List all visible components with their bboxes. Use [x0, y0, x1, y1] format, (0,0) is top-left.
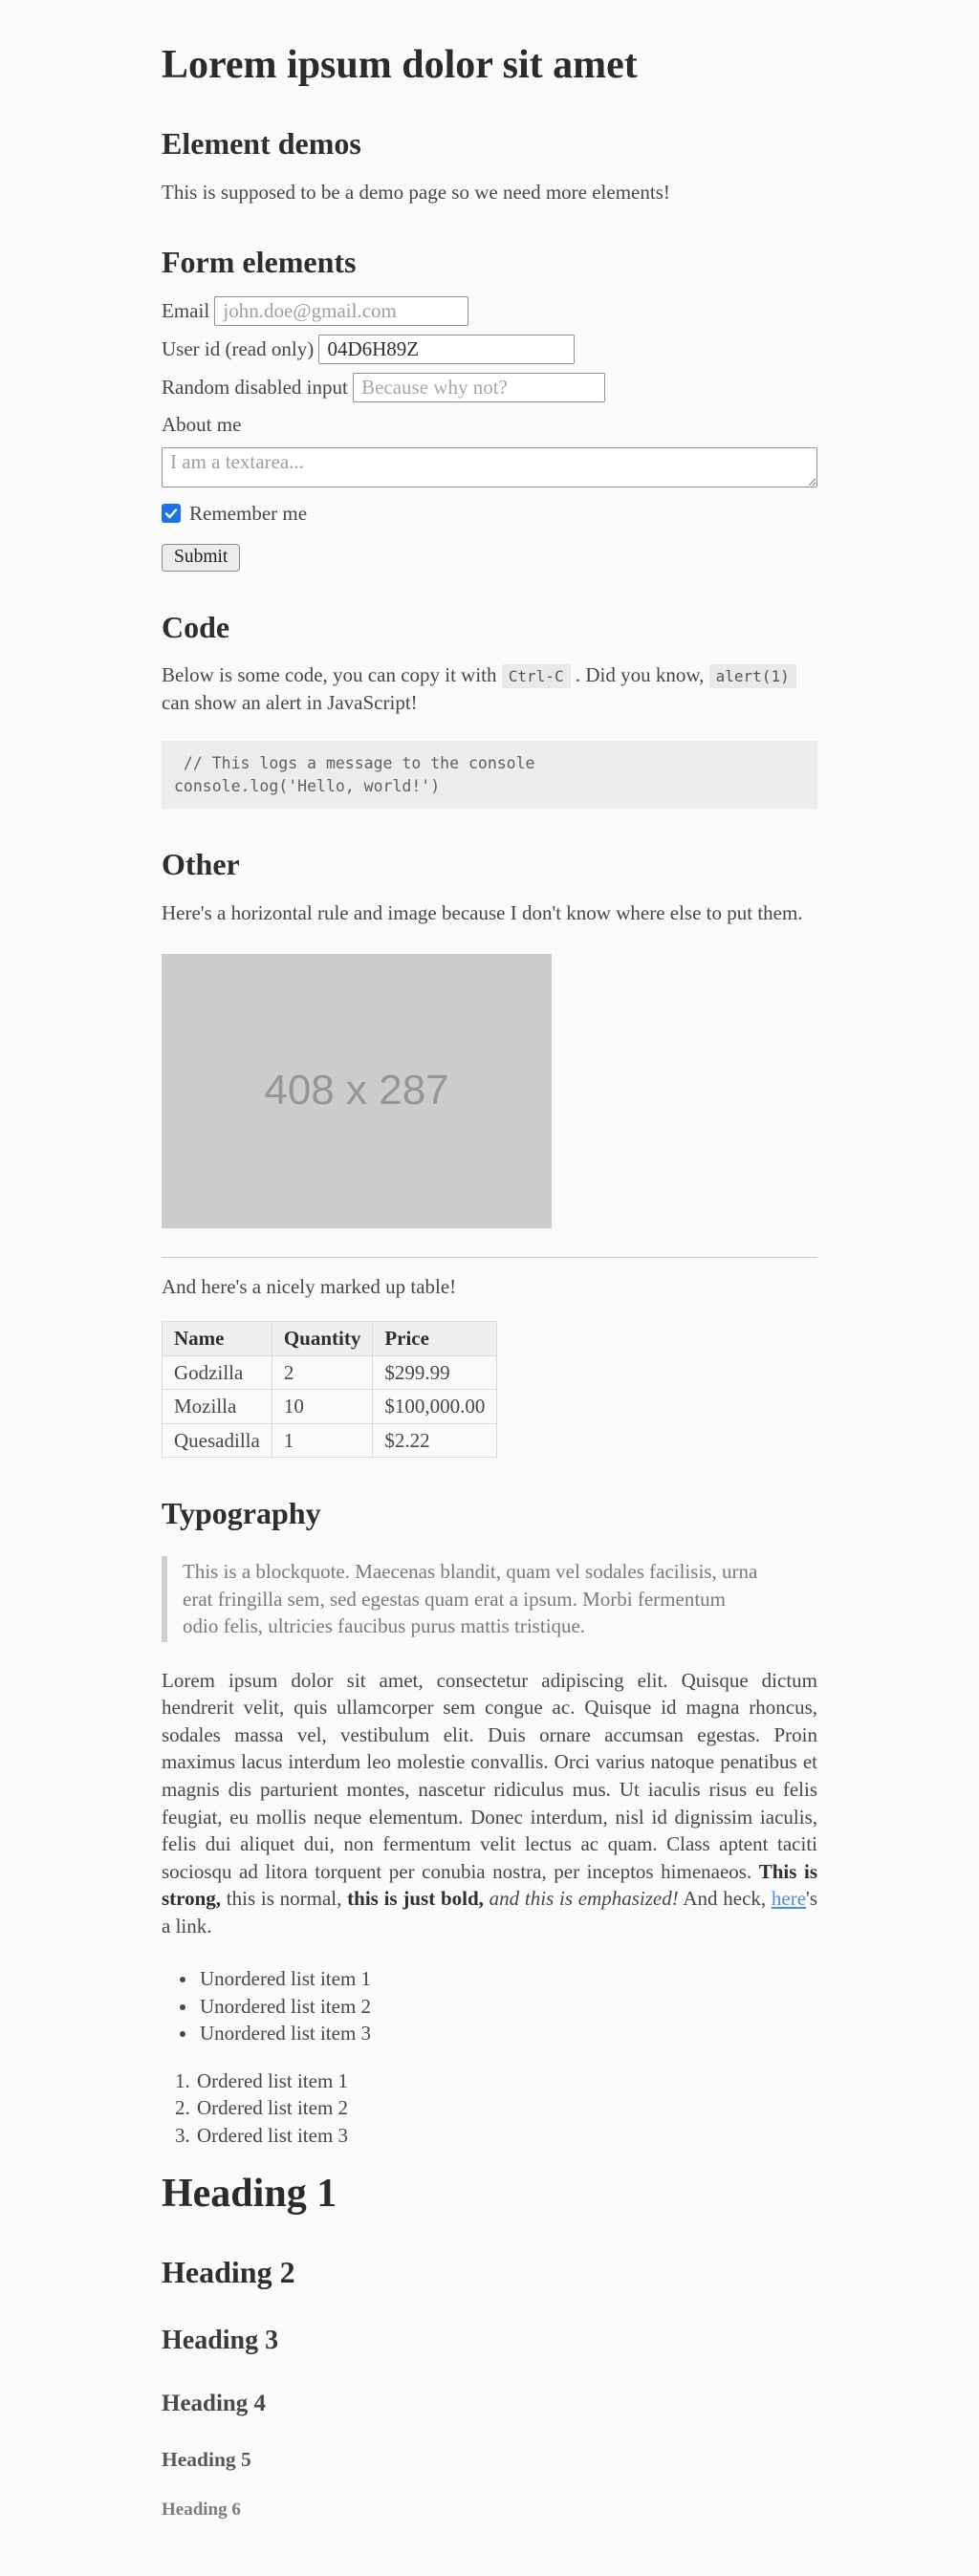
section-heading-typography: Typography [162, 1496, 321, 1531]
other-intro-text: Here's a horizontal rule and image because I don't know where else to put them. [162, 901, 803, 925]
table-header-quantity: Quantity [272, 1322, 373, 1356]
cell-quantity: 2 [272, 1355, 373, 1390]
placeholder-image-label: 408 x 287 [264, 1067, 449, 1115]
remember-row [162, 500, 817, 528]
table-head [163, 1322, 497, 1356]
list-item: 2. Ordered list item 2 [195, 2095, 817, 2120]
submit-button[interactable]: Submit [162, 544, 240, 572]
about-textarea[interactable] [162, 447, 817, 487]
disabled-input-label: Random disabled input [162, 376, 348, 400]
table-header-row [163, 1322, 497, 1356]
email-field[interactable] [214, 296, 468, 326]
disabled-field [353, 373, 605, 402]
horizontal-rule [162, 1257, 817, 1258]
section-heading-other: Other [162, 847, 240, 882]
email-label: Email [162, 299, 210, 323]
disabled-input-row [162, 373, 817, 402]
table-row [163, 1355, 497, 1390]
intro-text: This is supposed to be a demo page so we need more elements! [162, 181, 670, 205]
table-body [163, 1355, 497, 1458]
code-para-before: Below is some code, you can copy it with [162, 663, 502, 687]
email-row [162, 296, 817, 326]
list-item: • Unordered list item 3 [198, 2021, 817, 2046]
cell-price: $299.99 [373, 1355, 497, 1390]
cell-name: Quesadilla [163, 1423, 272, 1458]
remember-checkbox[interactable] [162, 504, 181, 523]
bold-text: this is just bold, [347, 1887, 484, 1911]
table-row [163, 1423, 497, 1458]
code-para-after: can show an alert in JavaScript! [162, 690, 418, 714]
userid-row [162, 335, 817, 364]
demo-table [162, 1321, 497, 1458]
code-block[interactable] [162, 741, 817, 809]
about-label: About me [162, 413, 242, 437]
inline-code-alert: alert(1) [709, 664, 796, 688]
demo-link[interactable]: here [771, 1887, 807, 1911]
list-item: • Unordered list item 2 [198, 1994, 817, 2019]
lorem-paragraph [162, 1667, 817, 1939]
cell-name: Mozilla [163, 1390, 272, 1424]
list-item: 3. Ordered list item 3 [195, 2123, 817, 2148]
demo-heading-6: Heading 6 [162, 2500, 241, 2521]
strong-text: This is strong, [162, 1859, 817, 1911]
table-intro-text: And here's a nicely marked up table! [162, 1274, 457, 1298]
demo-heading-2: Heading 2 [162, 2255, 295, 2290]
code-block-line1: // This logs a message to the console [174, 754, 535, 773]
table-header-price: Price [373, 1322, 497, 1356]
table-row [163, 1390, 497, 1424]
page-container [162, 0, 817, 2576]
check-icon [164, 507, 178, 520]
normal-text: this is normal, [221, 1887, 348, 1911]
placeholder-image [162, 954, 552, 1228]
demo-heading-3: Heading 3 [162, 2325, 279, 2355]
list-item: • Unordered list item 1 [198, 1966, 817, 1991]
cell-price: $100,000.00 [373, 1390, 497, 1424]
lorem-lead: Lorem ipsum dolor sit amet, consectetur adipiscing elit. Quisque dictum hendrerit velit, quis ullamcorper sem congue ac. Quisque id magna rhoncus, sodales massa vel, vestibulum elit. Duis ornare accumsan egestas. Proin maximus lacus interdum leo molestie convallis. Orci varius natoque penatibus et magnis dis parturient montes, nascetur ridiculus mus. Ut iaculis risus eu felis feugiat, eu mollis neque elementum. Donec interdum, nisl id dignissim iaculis, felis dui aliquet dui, non fermentum velit lectus ac quam. Class aptent taciti sociosqu ad litora torquent per conubia nostra, per inceptos himenaeos. [162, 1668, 817, 1883]
cell-quantity: 1 [272, 1423, 373, 1458]
blockquote: This is a blockquote. Maecenas blandit, quam vel sodales facilisis, urna erat fringilla sem, sed egestas quam erat a ipsum. Morbi fermentum odio felis, ultricies faucibus purus mattis tristique. [162, 1556, 758, 1642]
ordered-list [162, 2068, 817, 2148]
unordered-list [162, 1966, 817, 2046]
remember-label: Remember me [189, 501, 308, 525]
demo-form [162, 296, 817, 571]
cell-quantity: 10 [272, 1390, 373, 1424]
userid-label: User id (read only) [162, 337, 315, 361]
demo-heading-1: Heading 1 [162, 2171, 337, 2216]
section-heading-form-elements: Form elements [162, 244, 357, 279]
page-title: Lorem ipsum dolor sit amet [162, 43, 638, 87]
code-block-line2: console.log('Hello, world!') [174, 776, 441, 795]
about-label-row [162, 411, 817, 439]
cell-name: Godzilla [163, 1355, 272, 1390]
section-heading-element-demos: Element demos [162, 126, 361, 162]
code-para-mid: . Did you know, [570, 663, 709, 687]
emphasized-text: and this is emphasized! [483, 1887, 679, 1911]
inline-code-ctrl-c: Ctrl-C [502, 664, 571, 688]
cell-price: $2.22 [373, 1423, 497, 1458]
section-heading-code: Code [162, 609, 230, 644]
demo-heading-5: Heading 5 [162, 2447, 251, 2471]
code-paragraph [162, 661, 817, 716]
table-header-name: Name [163, 1322, 272, 1356]
heck-text: And heck, [678, 1887, 772, 1911]
userid-field[interactable] [318, 335, 575, 364]
list-item: 1. Ordered list item 1 [195, 2068, 817, 2093]
link-tail-text: 's a link. [162, 1887, 818, 1937]
demo-heading-4: Heading 4 [162, 2390, 267, 2416]
